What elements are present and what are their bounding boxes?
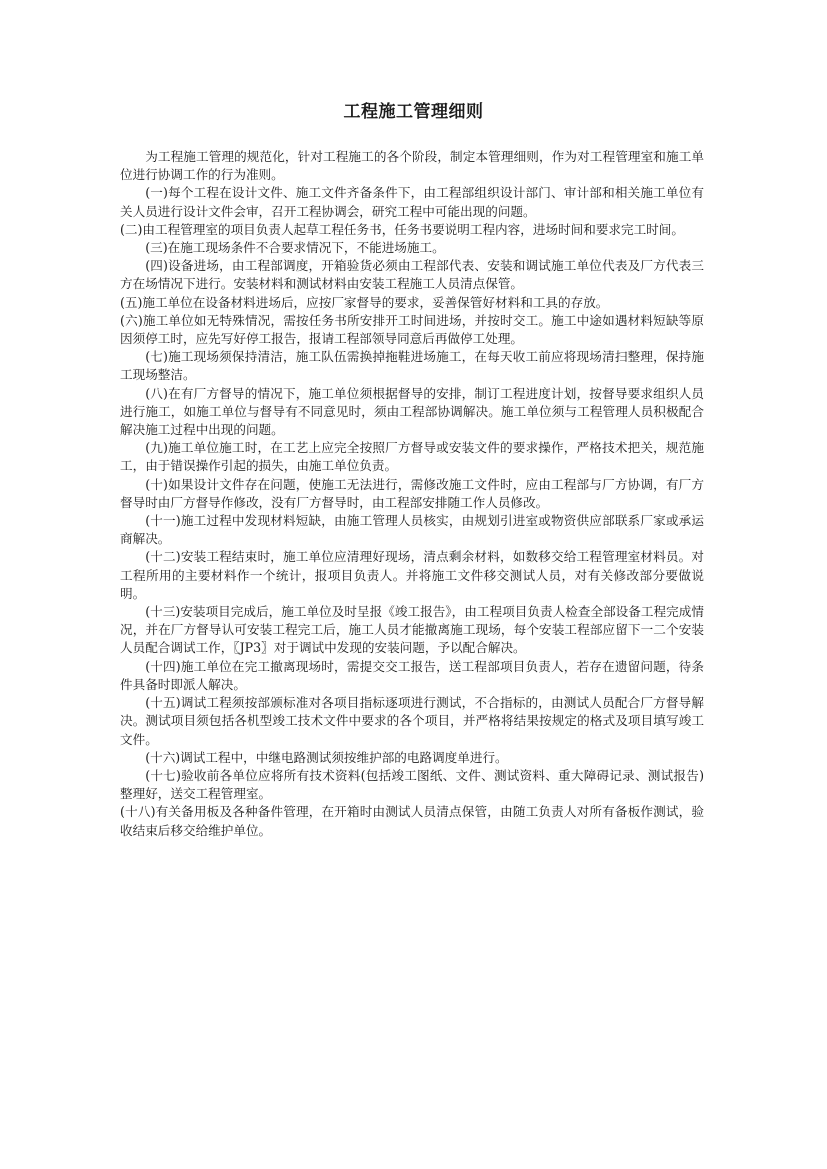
paragraph-7: (七)施工现场须保持清洁，施工队伍需换掉拖鞋进场施工，在每天收工前应将现场清扫整理，保持施工现场整洁。 xyxy=(120,349,704,383)
paragraph-15: (十五)调试工程须按部颁标准对各项目指标逐项进行测试，不合指标的，由测试人员配合厂方督导解决。测试项目须包括各机型竣工技术文件中要求的各个项目，并严格将结果按规定的格式及项目填写竣工文件。 xyxy=(120,695,704,747)
paragraph-11: (十一)施工过程中发现材料短缺，由施工管理人员核实，由规划引进室或物资供应部联系厂家或承运商解决。 xyxy=(120,513,704,547)
paragraph-2: (二)由工程管理室的项目负责人起草工程任务书，任务书要说明工程内容，进场时间和要求完工时间。 xyxy=(120,221,684,237)
paragraph-5: (五)施工单位在设备材料进场后，应按厂家督导的要求，妥善保管好材料和工具的存放。 xyxy=(120,294,609,310)
paragraph-13: (十三)安装项目完成后，施工单位及时呈报《竣工报告》，由工程项目负责人检查全部设备工程完成情况，并在厂方督导认可安装工程完工后，施工人员才能撤离施工现场，每个安装工程部应留下一二个安装人员配合调试工作，〖JP3〗对于调试中发现的安装问题，予以配合解决。 xyxy=(120,604,704,656)
document-body xyxy=(120,148,704,840)
paragraph-4: (四)设备进场，由工程部调度，开箱验货必须由工程部代表、安装和调试施工单位代表及厂方代表三方在场情况下进行。安装材料和测试材料由安装工程施工人员清点保管。 xyxy=(120,258,704,292)
paragraph-17: (十七)验收前各单位应将所有技术资料(包括竣工图纸、文件、测试资料、重大障碍记录、测试报告)整理好，送交工程管理室。 xyxy=(120,767,704,802)
paragraph-8: (八)在有厂方督导的情况下，施工单位须根据督导的安排，制订工程进度计划，按督导要求组织人员进行施工，如施工单位与督导有不同意见时，须由工程部协调解决。施工单位须与工程管理人员积极配合解决施工过程中出现的问题。 xyxy=(120,385,704,438)
paragraph-3: (三)在施工现场条件不合要求情况下，不能进场施工。 xyxy=(145,240,445,256)
paragraph-10: (十)如果设计文件存在问题，使施工无法进行，需修改施工文件时，应由工程部与厂方协调，有厂方督导时由厂方督导作修改，没有厂方督导时，由工程部安排随工作人员修改。 xyxy=(120,476,704,510)
paragraph-16: (十六)调试工程中，中继电路测试须按维护部的电路调度单进行。 xyxy=(145,749,508,765)
paragraph-12: (十二)安装工程结束时，施工单位应清理好现场，清点剩余材料，如数移交给工程管理室材料员。对工程所用的主要材料作一个统计，报项目负责人。并将施工文件移交测试人员，对有关修改部分要做说明。 xyxy=(120,549,704,601)
paragraph-6: (六)施工单位如无特殊情况，需按任务书所安排开工时间进场，并按时交工。施工中途如遇材料短缺等原因须停工时，应先写好停工报告，报请工程部领导同意后再做停工处理。 xyxy=(120,312,704,347)
paragraph-1: (一)每个工程在设计文件、施工文件齐备条件下，由工程部组织设计部门、审计部和相关施工单位有关人员进行设计文件会审，召开工程协调会，研究工程中可能出现的问题。 xyxy=(120,185,704,219)
paragraph-18: (十八)有关备用板及各种备件管理，在开箱时由测试人员清点保管，由随工负责人对所有备板作测试，验收结束后移交给维护单位。 xyxy=(120,804,704,838)
paragraph-intro: 为工程施工管理的规范化，针对工程施工的各个阶段，制定本管理细则，作为对工程管理室和施工单位进行协调工作的行为准则。 xyxy=(120,149,704,183)
paragraph-14: (十四)施工单位在完工撤离现场时，需提交交工报告，送工程部项目负责人，若存在遗留问题，待条件具备时即派人解决。 xyxy=(120,658,704,692)
page-title: 工程施工管理细则 xyxy=(343,102,484,122)
paragraph-9: (九)施工单位施工时，在工艺上应完全按照厂方督导或安装文件的要求操作，严格技术把关，规范施工，由于错误操作引起的损失，由施工单位负责。 xyxy=(120,440,704,474)
